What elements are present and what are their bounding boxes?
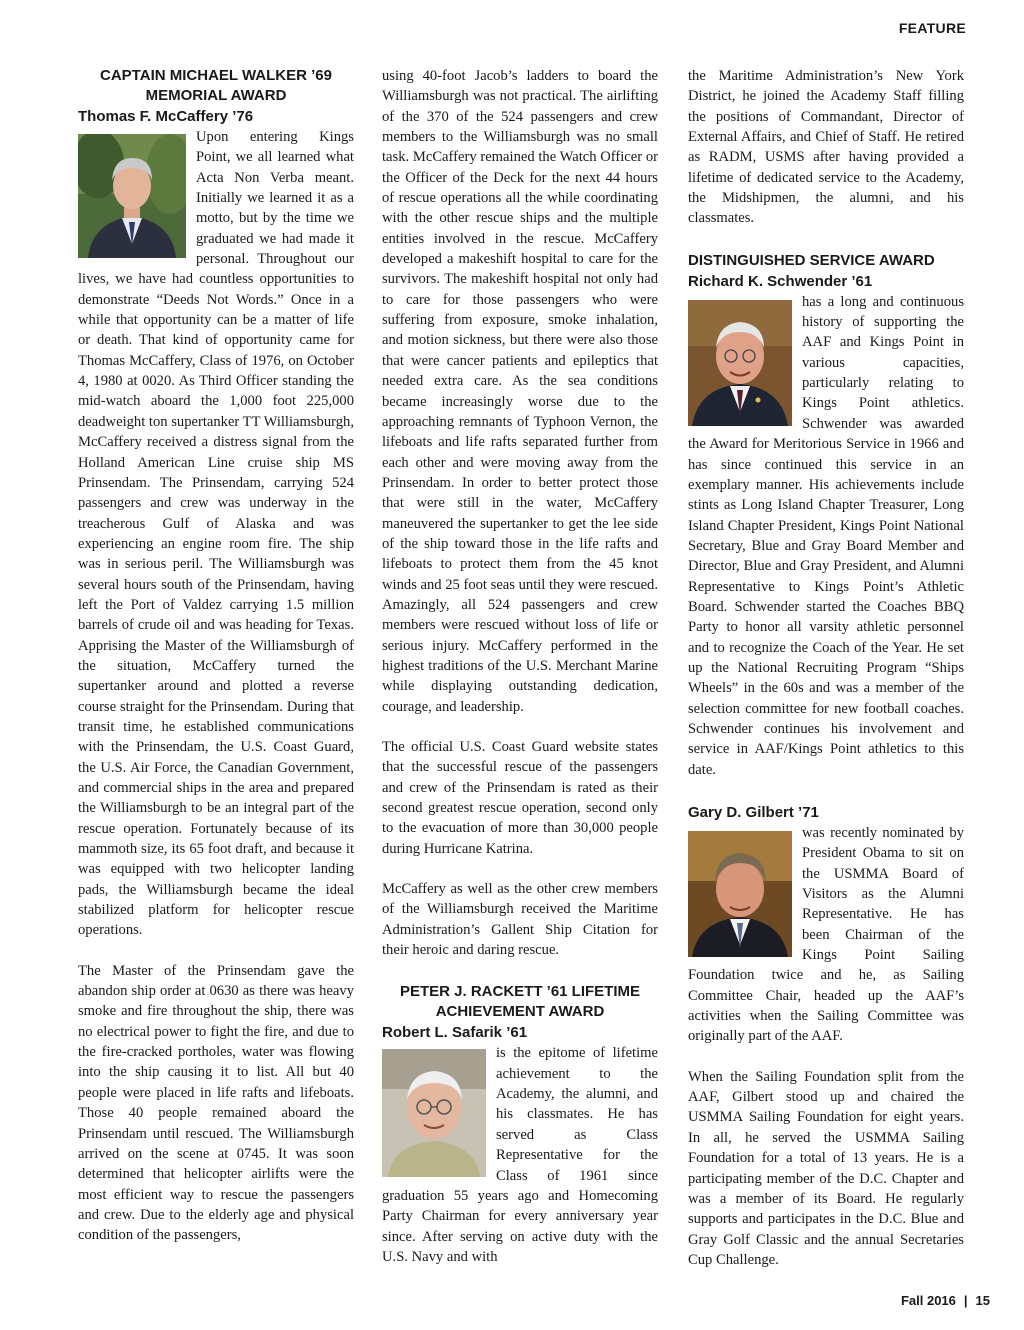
section-label: FEATURE: [898, 20, 966, 36]
body-paragraph: using 40-foot Jacob’s ladders to board the Williamsburgh was not practical. The airlifting of the 370 of the 524 passengers and crew members to the Williamsburgh was no small task. McCaffery remained the Watch Officer or the Officer of the Deck for the next 44 hours of rescue operations all the while coordinating with the other rescue ships and the multiple entities involved in the rescue. McCaffery developed a makeshift hospital to care for the survivors. The makeshift hospital not only had to care for those passengers who were suffering from exposure, smoke inhalation, and motion sickness, but there were also those that were cancer patients and epileptics that needed extra care. As the sea conditions became increasingly worse due to the approaching remnants of Typhoon Vernon, the lifeboats and life rafts separated further from each other and were moving away from the Prinsendam. In order to better protect those that were still in the water, McCaffery maneuvered the supertanker to get the lee side of the ship toward those in the life rafts and lifeboats to protect them from the 45 knot winds and 25 foot seas until they were rescued. Amazingly, all 524 passengers and crew members were rescued without loss of life or serious injury. McCaffery performed in the highest traditions of the U.S. Merchant Marine while displaying outstanding dedication, courage, and leadership.: [382, 68, 658, 715]
honoree-mccaffery: Thomas F. McCaffery ’76: [78, 108, 254, 125]
honoree-gilbert: Gary D. Gilbert ’71: [688, 804, 819, 821]
honoree-schwender: Richard K. Schwender ’61: [688, 272, 873, 290]
page-number: 15: [975, 1293, 990, 1308]
footer-separator: |: [963, 1293, 968, 1308]
body-paragraph: When the Sailing Foundation split from the AAF, Gilbert stood up and chaired the USMMA Sailing Foundation for eight years. In all, he served the USMMA Sailing Foundation for a total of 13 years. He is a participating member of the D.C. Chapter and was a member of its Board. He regularly supports and participates in the D.C. Blue and Gray Golf Classic and the annual Secretaries Cup Challenge.: [688, 1068, 964, 1268]
page-footer: [901, 1293, 990, 1308]
body-paragraph: is the epitome of lifetime achievement to the Academy, the alumni, and his classmates. He has served as Class Representative for the Class of 1961 since graduation 55 years ago and Homecoming Party Chairman for every anniversary year since. After serving on active duty with the U.S. Navy and with: [382, 1045, 658, 1265]
issue-label: Fall 2016: [900, 1293, 956, 1308]
body-paragraph: was recently nominated by President Obama to sit on the USMMA Board of Visitors as the Alumni Representative. He has been Chairman of the Kings Point Sailing Foundation twice and he, as Sailing Committee Chair, headed up the AAF’s activities when the Sailing Committee was originally part of the AAF.: [688, 825, 964, 1045]
portrait-photo-schwender: [688, 300, 792, 426]
portrait-photo-gilbert: [688, 831, 792, 957]
body-paragraph: McCaffery as well as the other crew members of the Williamsburgh received the Maritime Administration’s Gallent Ship Citation for their heroic and daring rescue.: [382, 881, 658, 959]
body-paragraph: The Master of the Prinsendam gave the abandon ship order at 0630 as there was heavy smoke and fire throughout the ship, there was no electrical power to fight the fire, and due to the fire-cracked portholes, water was flowing into the ship causing it to list. All but 40 people were placed in life rafts and lifeboats. Those 40 people remained aboard the Prinsendam until rescued. The Williamsburgh arrived on the scene at 0745. It was soon determined that helicopter airlifts were the most efficient way to rescue the passengers and crew. Due to the elderly age and physical condition of the passengers,: [78, 962, 354, 1244]
column-1: [78, 66, 354, 1246]
award-title-rackett: PETER J. RACKETT ’61 LIFETIME ACHIEVEMENT AWARD: [399, 983, 641, 1021]
column-2: [382, 66, 658, 1267]
portrait-photo-safarik: [382, 1049, 486, 1177]
body-paragraph: The official U.S. Coast Guard website states that the successful rescue of the passengers and crew of the Prinsendam is rated as their second greatest rescue operation, second only to the evacuation of more than 30,000 people during Hurricane Katrina.: [382, 739, 658, 857]
body-paragraph: has a long and continuous history of supporting the AAF and Kings Point in various capacities, particularly relating to Kings Point athletics. Schwender was awarded the Award for Meritorious Service in 1966 and has since continued this service in an exemplary manner. His achievements include stints as Long Island Chapter Treasurer, Long Island Chapter President, Kings Point National Secretary, Blue and Gray Board Member and Director, Blue and Gray President, and Alumni Representative to Kings Point’s Athletic Board. Schwender started the Coaches BBQ Party to honor all varsity athletic personnel and to recognize the Coach of the Year. He set up the National Recruiting Program “Ships Wheels” in the 60s and was a member of the selection committee for new football coaches. Schwender continues his involvement and service in AAF/Kings Point athletics to this date.: [688, 293, 964, 778]
body-paragraph: Upon entering Kings Point, we all learned what Acta Non Verba meant. Initially we learned it as a motto, but by the time we graduated we had made it personal. Throughout our lives, we have had countless opportunities to demonstrate “Deeds Not Words.” Once in a while that opportunity can be a matter of life or death. That kind of opportunity came for Thomas McCaffery, Class of 1976, on October 4, 1980 at 0020. As Third Officer standing the mid-watch aboard the 1,000 foot 225,000 deadweight ton supertanker TT Williamsburgh, McCaffery received a distress signal from the Holland American Line cruise ship MS Prinsendam. The Prinsendam, carrying 524 passengers and crew was underway in the treacherous Gulf of Alaska and was experiencing an engine room fire. The ship was in serious peril. The Williamsburgh was several hours south of the Prinsendam, having left the Port of Valdez carrying 1.5 million barrels of crude oil and was heading for Texas. Apprising the Master of the Williamsburgh of the situation, McCaffery turned the supertanker around and plotted a reverse course straight for the Prinsendam. During that transit time, he established communications with the Prinsendam, the U.S. Coast Guard, the U.S. Air Force, the Canadian Government, and commercial ships in the area and prepared the Williamsburgh to be an integral part of the rescue operation. Fortunately because of its mammoth size, its 65 foot draft, and because it was equipped with two helicopter landing pads, the Williamsburgh became the ideal stabilized platform for helicopter rescue operations.: [78, 129, 354, 939]
body-paragraph: the Maritime Administration’s New York District, he joined the Academy Staff filling the positions of Commandant, Director of External Affairs, and Chief of Staff. He retired as RADM, USMS after having provided a lifetime of dedicated service to the Academy, the Midshipmen, the alumni, and his classmates.: [688, 68, 964, 227]
award-title-walker: CAPTAIN MICHAEL WALKER ’69 MEMORIAL AWARD: [100, 67, 332, 104]
column-3: [688, 66, 964, 1270]
portrait-photo-mccaffery: [78, 134, 186, 258]
award-title-distinguished-service: DISTINGUISHED SERVICE AWARD: [688, 251, 935, 269]
honoree-safarik: Robert L. Safarik ’61: [382, 1024, 528, 1042]
